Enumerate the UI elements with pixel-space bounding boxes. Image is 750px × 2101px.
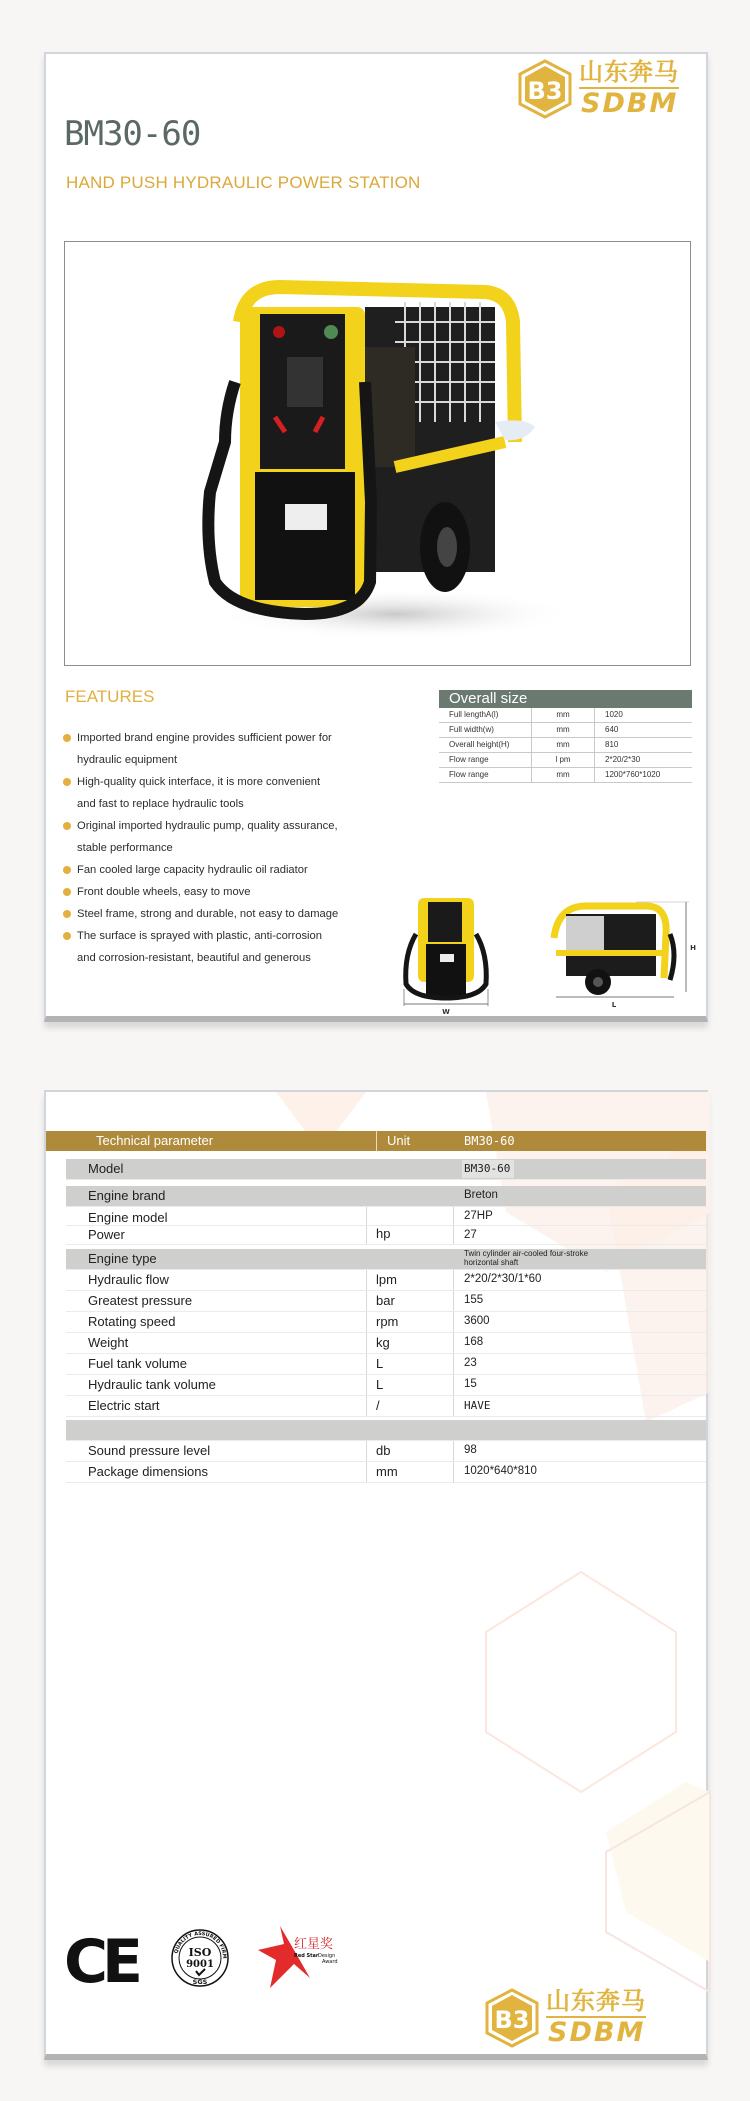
brand-name-en: SDBM (548, 2017, 646, 2048)
table-row: Engine brand Breton (66, 1186, 706, 1207)
bullet-icon (63, 734, 71, 742)
table-row: Greatest pressure bar 155 (66, 1291, 706, 1312)
side-view-dimension-image (536, 894, 696, 1009)
svg-text:H: H (690, 944, 696, 952)
table-row: Electric start / HAVE (66, 1396, 706, 1417)
brand-emblem-icon (519, 60, 571, 118)
size-row: Flow range l pm 2*20/2*30 (439, 753, 692, 768)
table-row: Engine model 27HP (66, 1207, 706, 1226)
svg-text:SGS: SGS (192, 1978, 208, 1986)
brand-emblem-icon (486, 1989, 538, 2047)
svg-text:Design: Design (318, 1953, 336, 1959)
features-list (63, 727, 403, 969)
size-row: Overall height(H) mm 810 (439, 738, 692, 753)
svg-text:Award: Award (322, 1959, 338, 1965)
hydraulic-power-station-illustration (65, 242, 689, 664)
product-subtitle: HAND PUSH HYDRAULIC POWER STATION (66, 173, 421, 192)
svg-text:ISO: ISO (188, 1946, 212, 1959)
bullet-icon (63, 778, 71, 786)
brand-name-cn: 山东奔马 (579, 58, 679, 89)
table-row: Rotating speed rpm 3600 (66, 1312, 706, 1333)
table-row: Hydraulic tank volume L 15 (66, 1375, 706, 1396)
bullet-icon (63, 888, 71, 896)
ce-mark-logo: CE (64, 1927, 138, 1997)
brand-logo-top (519, 58, 684, 122)
svg-text:9001: 9001 (186, 1959, 214, 1970)
bullet-icon (63, 822, 71, 830)
feature-item: High-quality quick interface, it is more convenient and fast to replace hydraulic tools (63, 771, 403, 815)
iso-9001-sgs-logo (170, 1928, 230, 1988)
bullet-icon (63, 910, 71, 918)
table-row: Package dimensions mm 1020*640*810 (66, 1462, 706, 1483)
svg-text:B3: B3 (494, 2006, 530, 2034)
svg-text:B3: B3 (527, 77, 563, 105)
table-row: Hydraulic flow lpm 2*20/2*30/1*60 (66, 1270, 706, 1291)
brand-name-cn: 山东奔马 (546, 1987, 646, 2018)
header-model: BM30-60 (464, 1134, 515, 1148)
table-row: Model BM30-60 (66, 1159, 706, 1180)
page-title: BM30-60 (64, 114, 201, 154)
technical-parameter-header (46, 1131, 706, 1151)
certifications (64, 1924, 364, 1997)
features-heading: FEATURES (65, 687, 155, 706)
product-sheet-page-2 (44, 1090, 708, 2060)
table-row: Power hp 27 (66, 1226, 706, 1245)
svg-text:红星奖: 红星奖 (294, 1937, 334, 1952)
feature-item: Front double wheels, easy to move (63, 881, 403, 903)
feature-item: Imported brand engine provides sufficient power for hydraulic equipment (63, 727, 403, 771)
brand-name-en: SDBM (581, 88, 679, 119)
size-row: Flow range mm 1200*760*1020 (439, 768, 692, 783)
overall-size-table (439, 690, 692, 783)
size-row: Full width(w) mm 640 (439, 723, 692, 738)
feature-item: Steel frame, strong and durable, not easy to damage (63, 903, 403, 925)
feature-item: The surface is sprayed with plastic, anti-corrosion and corrosion-resistant, beautiful and generous (63, 925, 403, 969)
svg-text:L: L (611, 1001, 617, 1009)
bullet-icon (63, 932, 71, 940)
bullet-icon (63, 866, 71, 874)
front-view-dimension-image (396, 894, 496, 1016)
table-row: Engine type Twin cylinder air-cooled four-stroke horizontal shaft (66, 1249, 706, 1270)
feature-item: Original imported hydraulic pump, quality assurance, stable performance (63, 815, 403, 859)
table-row: Weight kg 168 (66, 1333, 706, 1354)
red-star-design-award-logo (254, 1924, 344, 1992)
header-unit: Unit (376, 1131, 410, 1151)
table-row: Sound pressure level db 98 (66, 1441, 706, 1462)
table-row: Fuel tank volume L 23 (66, 1354, 706, 1375)
overall-size-heading: Overall size (439, 690, 692, 708)
product-photo (64, 241, 691, 666)
feature-item: Fan cooled large capacity hydraulic oil radiator (63, 859, 403, 881)
header-parameter: Technical parameter (96, 1133, 214, 1148)
product-sheet-page-1 (44, 52, 708, 1022)
brand-logo-bottom (486, 1987, 651, 2051)
svg-text:QUALITY ASSURED FIRM: QUALITY ASSURED FIRM (173, 1931, 228, 1959)
technical-parameter-table (66, 1159, 706, 1483)
svg-text:W: W (442, 1008, 450, 1016)
size-row: Full lengthA(l) mm 1020 (439, 708, 692, 723)
svg-text:Red Star: Red Star (294, 1953, 319, 1959)
table-row-blank (66, 1420, 706, 1441)
